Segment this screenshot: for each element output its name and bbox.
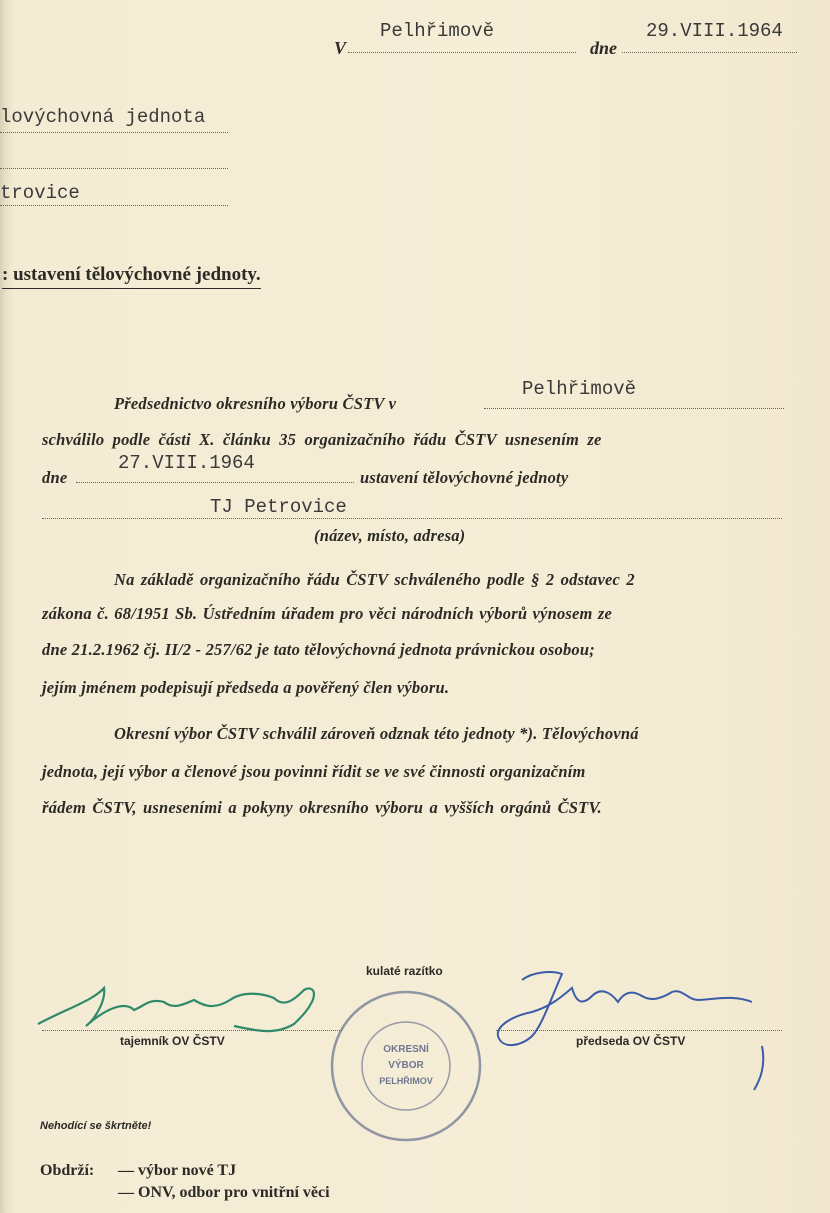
p1-place-dots bbox=[484, 408, 784, 409]
subject: : ustavení tělovýchovné jednoty. bbox=[2, 264, 261, 289]
recipient-2: — ONV, odbor pro vnitřní věci bbox=[118, 1184, 330, 1201]
place-dotted-line bbox=[348, 52, 576, 53]
date-prefix: dne bbox=[590, 38, 617, 58]
place-prefix: V bbox=[334, 38, 347, 58]
date-dotted-line bbox=[622, 52, 797, 53]
p1-name: TJ Petrovice bbox=[210, 496, 347, 518]
stamp-label: kulaté razítko bbox=[366, 964, 443, 978]
recipients-label: Obdrží: bbox=[40, 1162, 95, 1179]
secretary-sign-dots bbox=[42, 1030, 342, 1031]
p2-line-1: Na základě organizačního řádu ČSTV schváleného podle § 2 odstavec 2 bbox=[114, 570, 635, 589]
p3-line-2: jednota, její výbor a členové jsou povinni řídit se ve své činnosti organizačním bbox=[42, 762, 586, 781]
chairman-signature bbox=[492, 966, 782, 1096]
stamp-center-2: VÝBOR bbox=[388, 1060, 424, 1071]
chairman-sign-dots bbox=[496, 1030, 782, 1031]
p2-line-3: dne 21.2.1962 čj. II/2 - 257/62 je tato tělovýchovná jednota právnickou osobou; bbox=[42, 640, 595, 659]
p1-prefix: Předsednictvo okresního výboru ČSTV v bbox=[114, 394, 397, 413]
p1-date-dots bbox=[76, 482, 354, 483]
p1-date: 27.VIII.1964 bbox=[118, 452, 255, 474]
round-stamp bbox=[326, 986, 486, 1146]
address-dots-1 bbox=[0, 132, 228, 133]
strike-note: Nehodící se škrtněte! bbox=[40, 1120, 152, 1132]
address-line-2: trovice bbox=[0, 182, 80, 204]
p1-after-date: ustavení tělovýchovné jednoty bbox=[360, 468, 569, 487]
secretary-signature bbox=[34, 980, 334, 1040]
address-dots-2 bbox=[0, 168, 228, 169]
address-dots-3 bbox=[0, 205, 228, 206]
recipient-1: — výbor nové TJ bbox=[118, 1162, 237, 1179]
p1-date-prefix: dne bbox=[42, 468, 68, 487]
p1-line2: schválilo podle části X. článku 35 organizačního řádu ČSTV usnesením ze bbox=[42, 430, 602, 449]
p2-line-2: zákona č. 68/1951 Sb. Ústředním úřadem pro věci národních výborů výnosem ze bbox=[42, 604, 613, 623]
secretary-label: tajemník OV ČSTV bbox=[120, 1034, 225, 1048]
p1-name-caption: (název, místo, adresa) bbox=[314, 526, 466, 545]
p3-line-3: řádem ČSTV, usneseními a pokyny okresního výboru a vyšších orgánů ČSTV. bbox=[42, 798, 602, 817]
p2-line-4: jejím jménem podepisují předseda a pověřený člen výboru. bbox=[42, 678, 450, 697]
p1-place: Pelhřimově bbox=[522, 378, 637, 400]
chairman-label: předseda OV ČSTV bbox=[576, 1034, 686, 1048]
p3-line-1: Okresní výbor ČSTV schválil zároveň odznak této jednoty *). Tělovýchovná bbox=[114, 724, 639, 743]
p1-name-dots bbox=[42, 518, 782, 519]
stamp-center-1: OKRESNÍ bbox=[383, 1044, 429, 1055]
header-date: 29.VIII.1964 bbox=[646, 20, 783, 42]
stamp-center-3: PELHŘIMOV bbox=[379, 1076, 433, 1086]
header-place: Pelhřimově bbox=[380, 20, 495, 42]
address-line-1: lovýchovná jednota bbox=[0, 106, 206, 128]
